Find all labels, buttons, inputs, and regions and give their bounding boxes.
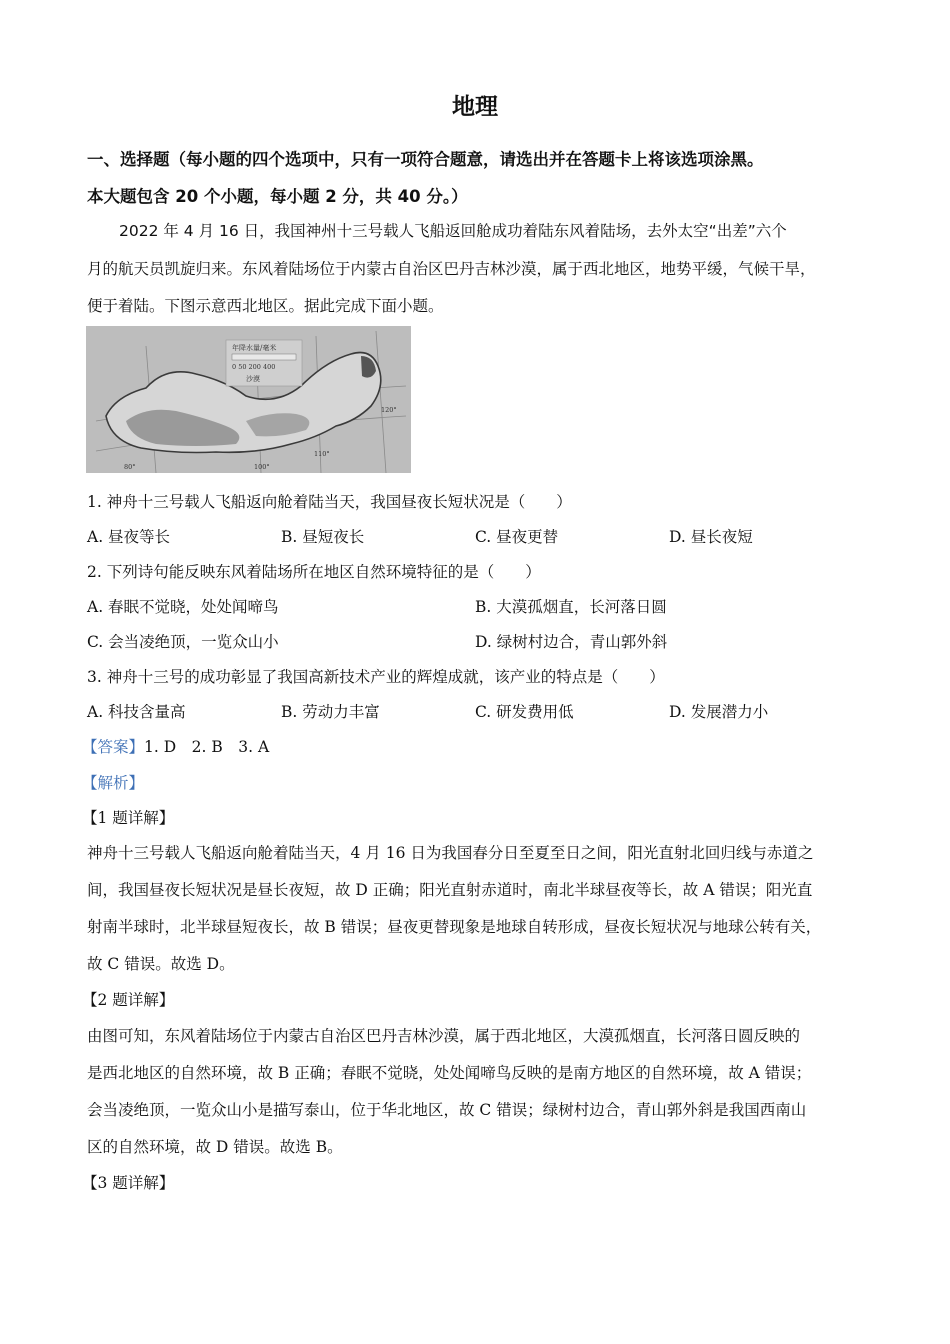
northwest-china-map [86,326,411,473]
q2-option-c: C. 会当凌绝顶，一览众山小 [87,633,279,651]
q1-option-b: B. 昼短夜长 [281,528,365,546]
intro-line-3: 便于着陆。下图示意西北地区。据此完成下面小题。 [87,297,444,315]
detail-1-line: 射南半球时，北半球昼短夜长，故 B 错误；昼夜更替现象是地球自转形成，昼夜长短状况与地球公转有关， [87,918,822,936]
map-figure [86,326,411,473]
q3-option-c: C. 研发费用低 [475,703,574,721]
detail-2-line: 区的自然环境，故 D 错误。故选 B。 [87,1138,343,1156]
detail-2-line: 会当凌绝顶，一览众山小是描写泰山，位于华北地区，故 C 错误；绿树村边合，青山郭外斜是我国西南山 [87,1101,807,1119]
section-heading-line-2: 本大题包含 20 个小题，每小题 2 分，共 40 分。） [87,187,468,206]
q2-option-b: B. 大漠孤烟直，长河落日圆 [475,598,667,616]
question-2-stem: 2. 下列诗句能反映东风着陆场所在地区自然环境特征的是（ ） [87,563,541,581]
question-1-stem: 1. 神舟十三号载人飞船返向舱着陆当天，我国昼夜长短状况是（ ） [87,493,572,511]
detail-1-line: 间，我国昼夜长短状况是昼长夜短，故 D 正确；阳光直射赤道时，南北半球昼夜等长，故 A 错误；阳光直 [87,881,813,899]
intro-line-1: 2022 年 4 月 16 日，我国神州十三号载人飞船返回舱成功着陆东风着陆场，去外太空“出差”六个 [119,222,787,240]
answer-tag: 【答案】 [82,738,145,756]
lon-label: 100° [254,463,270,471]
detail-1-heading: 【1 题详解】 [82,809,175,827]
detail-2-heading: 【2 题详解】 [82,991,175,1009]
legend-desert: 沙漠 [246,375,260,383]
detail-1-line: 故 C 错误。故选 D。 [87,955,235,973]
q2-option-a: A. 春眠不觉晓，处处闻啼鸟 [87,598,279,616]
detail-2-line: 是西北地区的自然环境，故 B 正确；春眠不觉晓，处处闻啼鸟反映的是南方地区的自然环境，故 A 错误； [87,1064,812,1082]
lon-label: 80° [124,463,136,471]
legend-title: 年降水量/毫米 [232,344,277,352]
q3-option-d: D. 发展潜力小 [669,703,769,721]
answer-line [82,735,872,757]
section-heading-line-1: 一、选择题（每小题的四个选项中，只有一项符合题意，请选出并在答题卡上将该选项涂黑。 [87,150,764,169]
page-title: 地理 [452,94,498,120]
lon-label: 120° [381,406,397,414]
detail-3-heading: 【3 题详解】 [82,1174,175,1192]
answer-text: 1. D 2. B 3. A [144,738,270,756]
q2-option-d: D. 绿树村边合，青山郭外斜 [475,633,668,651]
detail-1-line: 神舟十三号载人飞船返向舱着陆当天，4 月 16 日为我国春分日至夏至日之间，阳光直射北回归线与赤道之 [87,844,814,862]
q1-option-c: C. 昼夜更替 [475,528,559,546]
analysis-tag: 【解析】 [82,774,145,792]
q3-option-a: A. 科技含量高 [87,703,186,721]
q1-option-a: A. 昼夜等长 [87,528,171,546]
intro-line-2: 月的航天员凯旋归来。东风着陆场位于内蒙古自治区巴丹吉林沙漠，属于西北地区，地势平缓，气候干旱， [87,260,816,278]
legend-scale: 0 50 200 400 [232,363,276,371]
q1-option-d: D. 昼长夜短 [669,528,753,546]
lon-label: 110° [314,450,330,458]
detail-2-line: 由图可知，东风着陆场位于内蒙古自治区巴丹吉林沙漠，属于西北地区，大漠孤烟直，长河落日圆反映的 [87,1027,801,1045]
question-3-stem: 3. 神舟十三号的成功彰显了我国高新技术产业的辉煌成就，该产业的特点是（ ） [87,668,665,686]
q3-option-b: B. 劳动力丰富 [281,703,380,721]
